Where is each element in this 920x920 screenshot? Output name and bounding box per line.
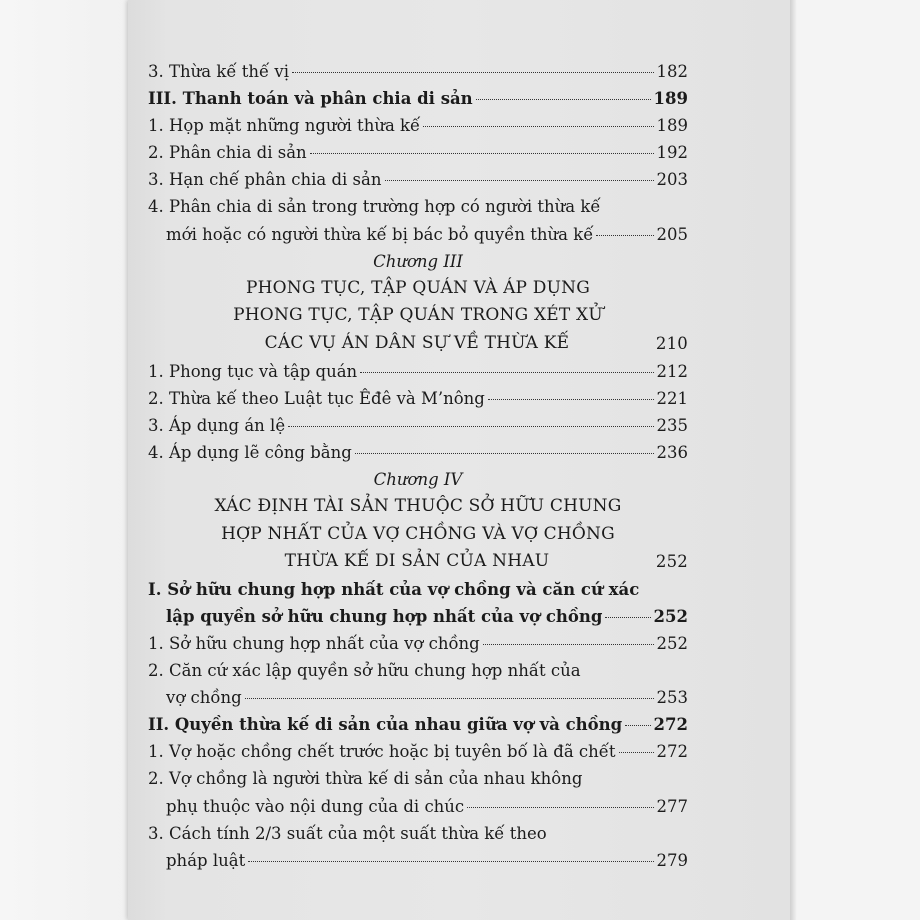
toc-entry xyxy=(148,412,688,439)
dot-leader xyxy=(310,152,654,154)
toc-entry-title: lập quyền sở hữu chung hợp nhất của vợ chồng xyxy=(166,606,603,626)
page-edge xyxy=(790,0,796,920)
toc-entry-title: vợ chồng xyxy=(166,688,242,708)
toc-entry-title: 3. Thừa kế thế vị xyxy=(148,62,289,81)
toc-entry xyxy=(148,193,688,220)
chapter-title-text: THỪA KẾ DI SẢN CỦA NHAU xyxy=(284,551,550,572)
toc-entry-title: 1. Phong tục và tập quán xyxy=(148,361,358,381)
toc-page-number: 192 xyxy=(656,143,688,163)
toc-page-number: 189 xyxy=(656,116,688,136)
chapter-title-line: XÁC ĐỊNH TÀI SẢN THUỘC SỞ HỮU CHUNG xyxy=(214,496,622,516)
toc-entry xyxy=(148,576,688,603)
dot-leader xyxy=(292,71,654,73)
toc-page-number: 221 xyxy=(656,388,688,408)
toc-entry xyxy=(148,166,688,193)
dot-leader xyxy=(625,724,650,726)
toc-entry xyxy=(148,765,688,792)
toc-entry-continuation xyxy=(148,603,688,630)
toc-page-number: 253 xyxy=(656,688,688,708)
toc-page-number: 205 xyxy=(656,224,688,244)
dot-leader xyxy=(245,697,654,699)
toc-entry-title: 4. Áp dụng lẽ công bằng xyxy=(148,442,352,462)
toc-page-number: 236 xyxy=(656,442,688,462)
chapter-title-line: HỢP NHẤT CỦA VỢ CHỒNG VÀ VỢ CHỒNG xyxy=(221,523,615,544)
toc-page-number: 252 xyxy=(653,606,688,626)
background-left xyxy=(0,0,130,920)
chapter-heading: Chương IV xyxy=(373,469,463,489)
toc-entry-title: 4. Phân chia di sản trong trường hợp có người thừa kế xyxy=(148,197,601,217)
table-of-contents xyxy=(148,58,688,874)
toc-entry xyxy=(148,112,688,139)
toc-entry-continuation xyxy=(148,221,688,248)
toc-entry-title: phụ thuộc vào nội dung của di chúc xyxy=(166,796,465,816)
toc-entry xyxy=(148,711,688,738)
toc-page-number: 210 xyxy=(655,333,688,353)
toc-page-number: 272 xyxy=(653,715,688,735)
chapter-title-line: PHONG TỤC, TẬP QUÁN TRONG XÉT XỬ xyxy=(233,305,603,326)
toc-entry-title: 2. Phân chia di sản xyxy=(148,143,307,163)
chapter-heading: Chương III xyxy=(373,251,463,271)
dot-leader xyxy=(619,751,654,753)
dot-leader xyxy=(488,398,654,400)
toc-entry-title: 3. Cách tính 2/3 suất của một suất thừa kế theo xyxy=(148,823,547,843)
toc-entry xyxy=(148,85,688,112)
toc-entry-title: I. Sở hữu chung hợp nhất của vợ chồng và căn cứ xác xyxy=(148,579,640,599)
toc-entry-title: mới hoặc có người thừa kế bị bác bỏ quyền thừa kế xyxy=(166,224,594,244)
toc-entry-title: 2. Căn cứ xác lập quyền sở hữu chung hợp nhất của xyxy=(148,661,581,681)
toc-entry-title: 3. Hạn chế phân chia di sản xyxy=(148,170,382,190)
toc-page-number: 235 xyxy=(656,415,688,435)
toc-page-number: 182 xyxy=(656,62,688,81)
dot-leader xyxy=(288,425,653,427)
toc-page-number: 212 xyxy=(656,361,688,381)
toc-entry-title: pháp luật xyxy=(166,850,246,870)
dot-leader xyxy=(385,179,654,181)
toc-page-number: 252 xyxy=(655,552,688,572)
chapter-title-line xyxy=(148,548,688,576)
dot-leader xyxy=(605,616,650,618)
toc-entry xyxy=(148,139,688,166)
toc-entry-title: 2. Vợ chồng là người thừa kế di sản của nhau không xyxy=(148,769,583,789)
dot-leader xyxy=(483,643,654,645)
dot-leader xyxy=(360,371,653,373)
toc-page-number: 203 xyxy=(656,170,688,190)
toc-page-number: 272 xyxy=(656,742,688,762)
toc-entry-continuation xyxy=(148,684,688,711)
toc-entry xyxy=(148,630,688,657)
toc-entry xyxy=(148,738,688,765)
chapter-title-text: CÁC VỤ ÁN DÂN SỰ VỀ THỪA KẾ xyxy=(264,332,570,353)
dot-leader xyxy=(596,234,653,236)
dot-leader xyxy=(355,452,654,454)
toc-entry-title: 1. Họp mặt những người thừa kế xyxy=(148,116,421,136)
toc-entry-title: III. Thanh toán và phân chia di sản xyxy=(148,89,473,109)
dot-leader xyxy=(467,806,653,808)
toc-entry-continuation xyxy=(148,793,688,820)
toc-page-number: 252 xyxy=(656,633,688,653)
dot-leader xyxy=(248,860,653,862)
toc-page-number: 189 xyxy=(653,89,688,109)
toc-entry-title: 3. Áp dụng án lệ xyxy=(148,415,286,435)
toc-entry-title: 1. Sở hữu chung hợp nhất của vợ chồng xyxy=(148,633,480,653)
toc-entry xyxy=(148,385,688,412)
dot-leader xyxy=(476,98,651,100)
toc-entry xyxy=(148,439,688,466)
toc-entry xyxy=(148,358,688,385)
toc-entry xyxy=(148,58,688,85)
toc-entry-title: II. Quyền thừa kế di sản của nhau giữa vợ và chồng xyxy=(148,715,623,735)
toc-entry xyxy=(148,820,688,847)
toc-entry-title: 2. Thừa kế theo Luật tục Êđê và M’nông xyxy=(148,388,485,408)
toc-entry xyxy=(148,657,688,684)
chapter-title-line: PHONG TỤC, TẬP QUÁN VÀ ÁP DỤNG xyxy=(245,277,591,298)
toc-page-number: 277 xyxy=(656,796,688,816)
toc-page-number: 279 xyxy=(656,850,688,870)
toc-entry-continuation xyxy=(148,847,688,874)
toc-entry-title: 1. Vợ hoặc chồng chết trước hoặc bị tuyên bố là đã chết xyxy=(148,742,616,762)
dot-leader xyxy=(423,125,653,127)
chapter-title-line xyxy=(148,330,688,358)
